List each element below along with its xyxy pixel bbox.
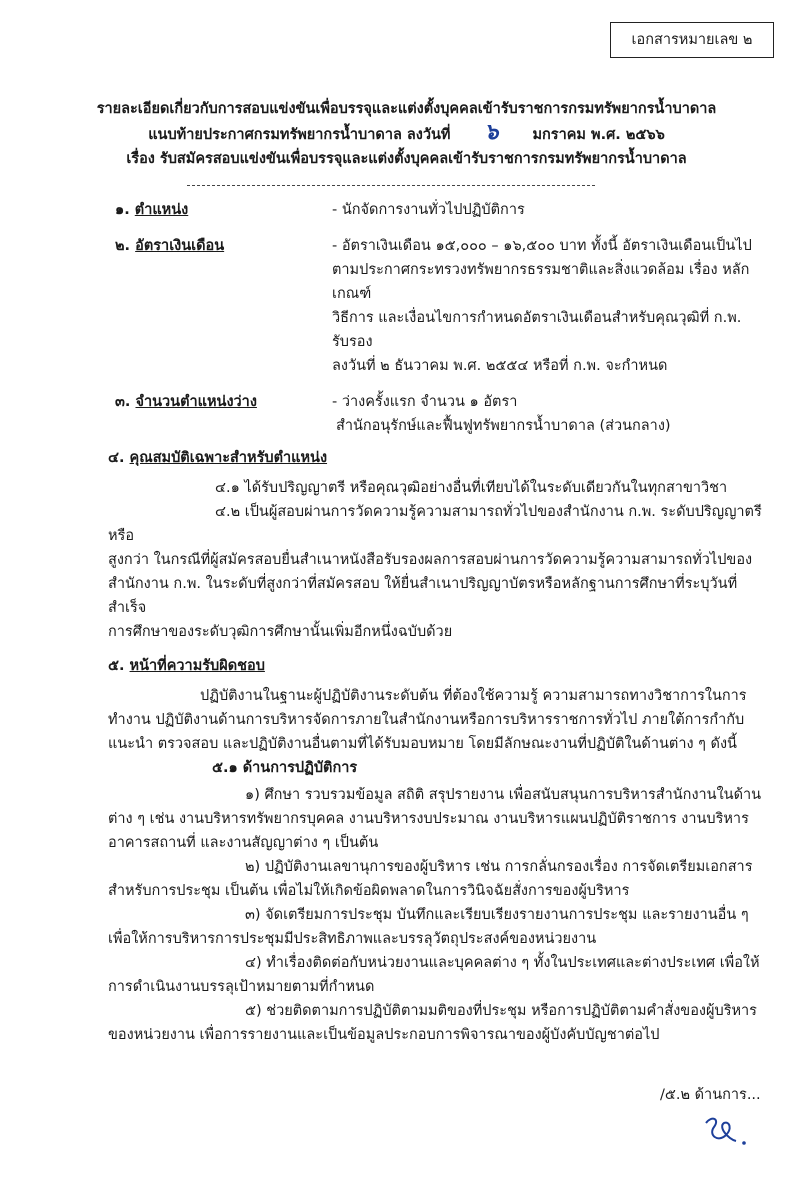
section-3-line: สำนักอนุรักษ์และฟื้นฟูทรัพยากรน้ำบาดาล (ส่วนกลาง) bbox=[336, 418, 671, 434]
section-4-line: การศึกษาของระดับวุฒิการศึกษานั้นเพิ่มอีกหนึ่งฉบับด้วย bbox=[108, 624, 453, 640]
signature-initials bbox=[700, 1113, 750, 1153]
duty-item: ๔) ทำเรื่องติดต่อกับหน่วยงานและบุคคลต่าง ๆ ทั้งในประเทศและต่างประเทศ เพื่อให้ bbox=[245, 955, 760, 971]
section-3 bbox=[108, 390, 765, 438]
duty-item: ๕) ช่วยติดตามการปฏิบัติตามมติของที่ประชุม หรือการปฏิบัติตามคำสั่งของผู้บริหาร bbox=[245, 1003, 757, 1019]
section-4-line: ๔.๑ ได้รับปริญญาตรี หรือคุณวุฒิอย่างอื่นที่เทียบได้ในระดับเดียวกันในทุกสาขาวิชา bbox=[215, 480, 728, 496]
title-block bbox=[48, 97, 765, 171]
section-5-1-heading: ๕.๑ ด้านการปฏิบัติการ bbox=[212, 760, 358, 776]
duty-item: ๒) ปฏิบัติงานเลขานุการของผู้บริหาร เช่น การกลั่นกรองเรื่อง การจัดเตรียมเอกสาร bbox=[245, 859, 753, 875]
section-2-value bbox=[332, 234, 765, 378]
separator bbox=[187, 185, 595, 186]
section-5-heading: ๕. หน้าที่ความรับผิดชอบ bbox=[108, 658, 265, 674]
title-line-2-prefix: แนบท้ายประกาศกรมทรัพยากรน้ำบาดาล ลงวันที่ bbox=[148, 127, 451, 143]
duty-item: เพื่อให้การบริหารการประชุมมีประสิทธิภาพและบรรลุวัตถุประสงค์ของหน่วยงาน bbox=[108, 931, 597, 947]
title-line-2-suffix: มกราคม พ.ศ. ๒๕๖๖ bbox=[532, 127, 665, 143]
section-3-line: - ว่างครั้งแรก จำนวน ๑ อัตรา bbox=[332, 394, 518, 410]
section-3-heading: ๓. จำนวนตำแหน่งว่าง bbox=[115, 394, 257, 410]
duty-item: ๓) จัดเตรียมการประชุม บันทึกและเรียบเรียงรายงานการประชุม และรายงานอื่น ๆ bbox=[245, 907, 749, 923]
title-line-1: รายละเอียดเกี่ยวกับการสอบแข่งขันเพื่อบรรจุและแต่งตั้งบุคคลเข้ารับราชการกรมทรัพยากรน้ำบาดาล bbox=[96, 101, 717, 117]
section-2-heading: ๒. อัตราเงินเดือน bbox=[115, 238, 225, 254]
continued-note: /๕.๒ ด้านการ... bbox=[660, 1087, 761, 1103]
title-line-2 bbox=[48, 121, 765, 147]
section-5 bbox=[108, 654, 765, 1047]
duty-item: ต่าง ๆ เช่น งานบริหารทรัพยากรบุคคล งานบริหารงบประมาณ งานบริหารแผนปฏิบัติราชการ งานบริหาร bbox=[108, 811, 749, 827]
section-4-line: ๔.๒ เป็นผู้สอบผ่านการวัดความรู้ความสามารถทั่วไปของสำนักงาน ก.พ. ระดับปริญญาตรีหรือ bbox=[108, 504, 762, 544]
section-2 bbox=[108, 234, 765, 378]
duty-item: ๑) ศึกษา รวบรวมข้อมูล สถิติ สรุปรายงาน เพื่อสนับสนุนการบริหารสำนักงานในด้าน bbox=[245, 787, 762, 803]
duty-item: สำหรับการประชุม เป็นต้น เพื่อไม่ให้เกิดข้อผิดพลาดในการวินิจฉัยสั่งการของผู้บริหาร bbox=[108, 883, 630, 899]
section-5-line: ทำงาน ปฏิบัติงานด้านการบริหารจัดการภายในสำนักงานหรือการบริหารราชการทั่วไป ภายใต้การกำกับ bbox=[108, 712, 745, 728]
section-2-line: ลงวันที่ ๒ ธันวาคม พ.ศ. ๒๕๕๔ หรือที่ ก.พ. จะกำหนด bbox=[332, 358, 668, 374]
duty-item: ของหน่วยงาน เพื่อการรายงานและเป็นข้อมูลประกอบการพิจารณาของผู้บังคับบัญชาต่อไป bbox=[108, 1027, 660, 1043]
section-1 bbox=[108, 198, 765, 222]
section-4-line: สูงกว่า ในกรณีที่ผู้สมัครสอบยื่นสำเนาหนังสือรับรองผลการสอบผ่านการวัดความรู้ความสามารถทั่วไปของ bbox=[108, 552, 753, 568]
section-1-value: - นักจัดการงานทั่วไปปฏิบัติการ bbox=[332, 202, 525, 218]
section-4-heading: ๔. คุณสมบัติเฉพาะสำหรับตำแหน่ง bbox=[108, 450, 328, 466]
section-3-value bbox=[332, 390, 765, 438]
section-4 bbox=[108, 446, 765, 644]
section-4-line: สำนักงาน ก.พ. ในระดับที่สูงกว่าที่สมัครสอบ ให้ยื่นสำเนาปริญญาบัตรหรือหลักฐานการศึกษาที่ระบุวันที่สำเร็จ bbox=[108, 576, 738, 616]
document-number-box bbox=[610, 22, 774, 58]
title-line-3: เรื่อง รับสมัครสอบแข่งขันเพื่อบรรจุและแต่งตั้งบุคคลเข้ารับราชการกรมทรัพยากรน้ำบาดาล bbox=[126, 151, 687, 167]
section-1-heading: ๑. ตำแหน่ง bbox=[115, 202, 189, 218]
section-5-line: แนะนำ ตรวจสอบ และปฏิบัติงานอื่นตามที่ได้รับมอบหมาย โดยมีลักษณะงานที่ปฏิบัติในด้านต่าง ๆ ดังนี้ bbox=[108, 736, 737, 752]
section-2-line: ตามประกาศกระทรวงทรัพยากรธรรมชาติและสิ่งแวดล้อม เรื่อง หลักเกณฑ์ bbox=[332, 262, 750, 302]
section-2-line: - อัตราเงินเดือน ๑๕,๐๐๐ – ๑๖,๕๐๐ บาท ทั้งนี้ อัตราเงินเดือนเป็นไป bbox=[332, 238, 752, 254]
document-number: เอกสารหมายเลข ๒ bbox=[631, 32, 753, 48]
duty-item: อาคารสถานที่ และงานสัญญาต่าง ๆ เป็นต้น bbox=[108, 835, 379, 851]
section-5-line: ปฏิบัติงานในฐานะผู้ปฏิบัติงานระดับต้น ที่ต้องใช้ความรู้ ความสามารถทางวิชาการในการ bbox=[200, 688, 747, 704]
section-2-line: วิธีการ และเงื่อนไขการกำหนดอัตราเงินเดือนสำหรับคุณวุฒิที่ ก.พ. รับรอง bbox=[332, 310, 742, 350]
handwritten-day: ๖ bbox=[484, 120, 499, 145]
duty-item: การดำเนินงานบรรลุเป้าหมายตามที่กำหนด bbox=[108, 979, 375, 995]
